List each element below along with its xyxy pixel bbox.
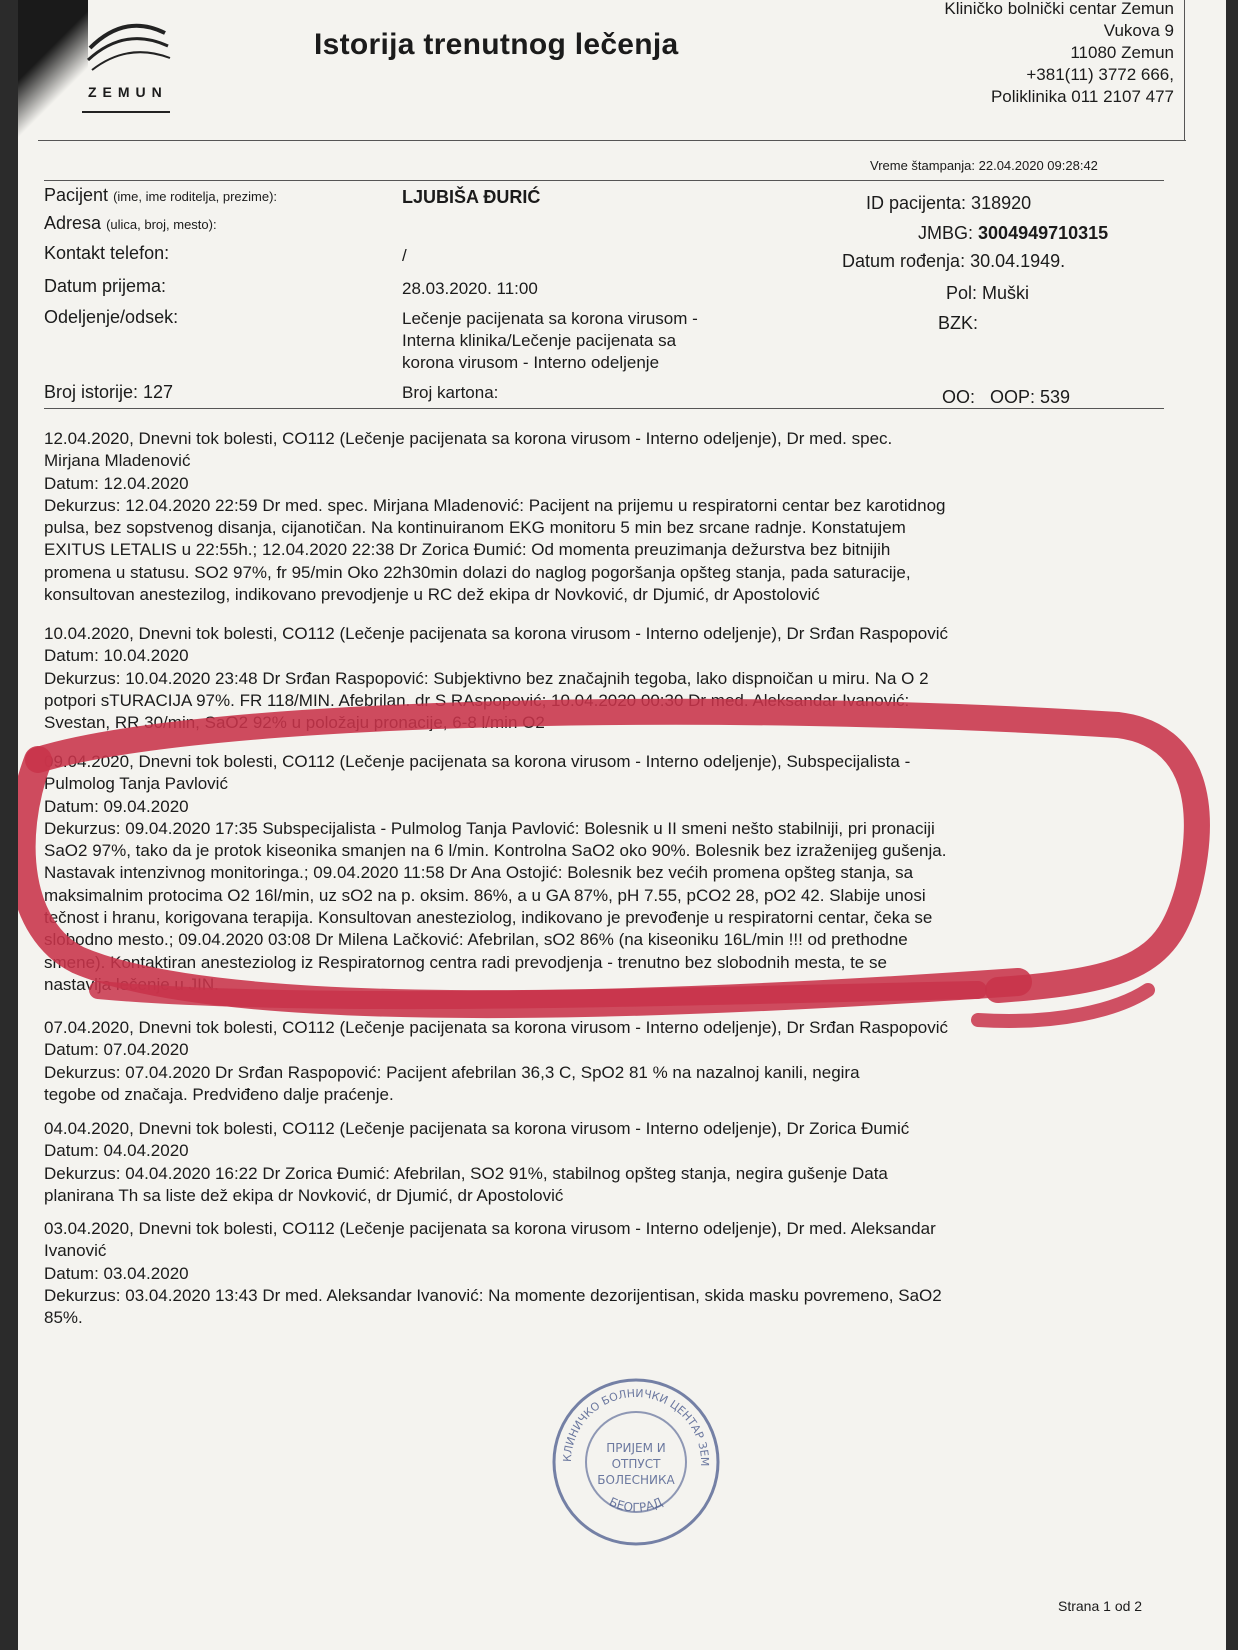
- stamp-center-line: БОЛЕСНИКА: [597, 1473, 675, 1487]
- hospital-line: 11080 Zemun: [1070, 43, 1174, 62]
- patient-top-rule: [44, 180, 1164, 181]
- hospital-logo: [70, 8, 180, 128]
- hospital-line: Vukova 9: [1103, 21, 1174, 40]
- entry-line: Datum: 10.04.2020: [44, 646, 189, 666]
- entry-line: slobodno mesto.; 09.04.2020 03:08 Dr Milena Lačković: Afebrilan, sO2 86% (na kiseoniku 16L/min !!! od prethodne: [44, 930, 908, 950]
- patient-name: LJUBIŠA ĐURIĆ: [402, 187, 541, 207]
- entry-line: maksimalnim protocima O2 16l/min, uz sO2 na p. oksim. 86%, a u GA 87%, pH 7.55, pCO2 28, pO2 42. Slabije unosi: [44, 885, 926, 905]
- entry-line: Datum: 12.04.2020: [44, 473, 189, 493]
- entry-line: planirana Th sa liste dež ekipa dr Novković, dr Djumić, dr Apostolović: [44, 1185, 564, 1205]
- logo-text: ZEMUN: [88, 84, 168, 100]
- entry-line: promena u statusu. SO2 97%, fr 95/min Oko 22h30min dolazi do naglog pogoršanja opšteg stanja, pada saturacije,: [44, 562, 911, 582]
- course-entry: [44, 428, 1174, 606]
- header-rule: [38, 140, 1186, 141]
- entry-line: tegobe od značaja. Predviđeno dalje praćenje.: [44, 1084, 394, 1104]
- header-box-edge: [1184, 0, 1185, 141]
- entry-line: konsultovan anestezilog, indikovano prevodjenje u RC dež ekipa dr Novković, dr Djumić, dr Apostolović: [44, 585, 820, 605]
- hospital-line: Kliničko bolnički centar Zemun: [944, 0, 1174, 18]
- entry-line: 12.04.2020, Dnevni tok bolesti, CO112 (Lečenje pacijenata sa korona virusom - Interno odeljenje), Dr med. spec.: [44, 429, 893, 448]
- entry-line: Datum: 09.04.2020: [44, 796, 189, 816]
- department-line: korona virusom - Interno odeljenje: [402, 353, 660, 372]
- department-value: [402, 308, 698, 374]
- entry-line: tečnost i hranu, korigovana terapija. Konsultovan anesteziolog, indikovano je prevođenje u respiratorni centar, čeka se: [44, 908, 933, 928]
- patient-name-label: [44, 185, 277, 206]
- entry-line: pulsa, bez sopstvenog disanja, cijanotičan. Na kontinuiranom EKG monitoru 5 min bez srcane radnje. Konstatujem: [44, 518, 906, 538]
- admission-value: 28.03.2020. 11:00: [402, 279, 538, 298]
- address-label-text: Adresa: [44, 213, 102, 233]
- patient-bottom-rule: [44, 408, 1164, 409]
- course-entry: [44, 623, 1174, 731]
- entry-line: Dekurzus: 04.04.2020 16:22 Dr Zorica Đumić: Afebrilan, SO2 91%, stabilnog opšteg stanja, negira gušenje Data: [44, 1163, 888, 1183]
- entry-line: Nastavak intenzivnog monitoringa.; 09.04.2020 11:58 Dr Ana Ostojić: Bolesnik bez većih promena opšteg stanja, sa: [44, 863, 914, 883]
- jmbg: [918, 222, 1108, 244]
- date-of-birth: Datum rođenja: 30.04.1949.: [842, 251, 1066, 271]
- document-page: [18, 0, 1226, 1650]
- sex: Pol: Muški: [946, 283, 1030, 303]
- entry-line: Dekurzus: 07.04.2020 Dr Srđan Raspopović: Pacijent afebrilan 36,3 C, SpO2 81 % na nazalnoj kanili, negira: [44, 1062, 860, 1082]
- patient-id: ID pacijenta: 318920: [866, 193, 1032, 213]
- department-line: Interna klinika/Lečenje pacijenata sa: [402, 331, 677, 350]
- address-label-hint: (ulica, broj, mesto):: [106, 217, 217, 232]
- entry-line: Dekurzus: 03.04.2020 13:43 Dr med. Aleksandar Ivanović: Na momente dezorijentisan, skida masku povremeno, SaO2: [44, 1285, 942, 1305]
- entry-line: EXITUS LETALIS u 22:55h.; 12.04.2020 22:38 Dr Zorica Đumić: Od momenta preuzimanja dežurstva bez bitnijih: [44, 540, 891, 560]
- card-number-label: Broj kartona:: [402, 383, 499, 402]
- admission-label: Datum prijema:: [44, 276, 167, 296]
- entry-line: Svestan, RR 30/min, SaO2 92% u položaju pronacije, 6-8 l/min O2: [44, 713, 545, 731]
- course-entry: [44, 751, 1174, 996]
- oo-oop: OO: OOP: 539: [942, 387, 1071, 407]
- entry-line: 09.04.2020, Dnevni tok bolesti, CO112 (Lečenje pacijenata sa korona virusom - Interno odeljenje), Subspecijalista -: [44, 752, 911, 771]
- entry-line: 04.04.2020, Dnevni tok bolesti, CO112 (Lečenje pacijenata sa korona virusom - Interno odeljenje), Dr Zorica Đumić: [44, 1119, 910, 1138]
- history-number: Broj istorije: 127: [44, 382, 174, 402]
- jmbg-value: 3004949710315: [978, 223, 1109, 243]
- stamp-bottom-text: БЕОГРАД: [606, 1494, 665, 1515]
- course-entry: [44, 1118, 1174, 1207]
- entry-line: Mirjana Mladenović: [44, 451, 191, 471]
- entry-line: Datum: 04.04.2020: [44, 1141, 189, 1161]
- phone-value: /: [402, 246, 407, 265]
- entry-line: Ivanović: [44, 1241, 107, 1261]
- print-time: Vreme štampanja: 22.04.2020 09:28:42: [870, 158, 1098, 173]
- svg-text:БЕОГРАД: [607, 1495, 665, 1515]
- entry-line: Datum: 07.04.2020: [44, 1040, 189, 1060]
- entry-line: smene). Kontaktiran anesteziolog iz Respiratornog centra radi prevodjenja - trenutno bez slobodnih mesta, te se: [44, 952, 887, 972]
- bzk: BZK:: [938, 313, 979, 333]
- page-number: Strana 1 od 2: [1058, 1598, 1143, 1614]
- course-entry: [44, 1218, 1174, 1329]
- phone-label: Kontakt telefon:: [44, 243, 170, 263]
- entry-line: potpori sTURACIJA 97%. FR 118/MIN. Afebrilan. dr S RAspopović; 10.04.2020 00:30 Dr med. Aleksandar Ivanović:: [44, 690, 910, 710]
- entry-line: 07.04.2020, Dnevni tok bolesti, CO112 (Lečenje pacijenata sa korona virusom - Interno odeljenje), Dr Srđan Raspopović: [44, 1018, 949, 1037]
- entry-line: SaO2 97%, tako da je protok kiseonika smanjen na 6 l/min. Kontrolna SaO2 oko 90%. Bolesnik bez izraženijeg gušenja.: [44, 841, 947, 861]
- institution-stamp: [546, 1372, 726, 1552]
- stamp-center-line: ОТПУСТ: [611, 1457, 661, 1471]
- hospital-line: Poliklinika 011 2107 477: [990, 87, 1174, 106]
- hospital-address: [858, 0, 1174, 108]
- jmbg-label: JMBG:: [918, 223, 974, 243]
- name-label-hint: (ime, ime roditelja, prezime):: [113, 189, 278, 204]
- entry-line: Dekurzus: 12.04.2020 22:59 Dr med. spec. Mirjana Mladenović: Pacijent na prijemu u respiratorni centar bez karotidnog: [44, 495, 946, 515]
- entry-line: 10.04.2020, Dnevni tok bolesti, CO112 (Lečenje pacijenata sa korona virusom - Interno odeljenje), Dr Srđan Raspopović: [44, 624, 949, 643]
- entry-line: nastavlja lečenje u JIN.: [44, 974, 219, 994]
- course-entry: [44, 1017, 1174, 1106]
- entry-line: Datum: 03.04.2020: [44, 1263, 189, 1283]
- entry-line: Pulmolog Tanja Pavlović: [44, 774, 228, 794]
- department-label: Odeljenje/odsek:: [44, 307, 179, 327]
- department-line: Lečenje pacijenata sa korona virusom -: [402, 309, 698, 328]
- entry-line: Dekurzus: 09.04.2020 17:35 Subspecijalista - Pulmolog Tanja Pavlović: Bolesnik u II smeni nešto stabilniji, pri pronaciji: [44, 818, 935, 838]
- entry-line: 03.04.2020, Dnevni tok bolesti, CO112 (Lečenje pacijenata sa korona virusom - Interno odeljenje), Dr med. Aleksandar: [44, 1219, 936, 1238]
- hospital-line: +381(11) 3772 666,: [1026, 65, 1174, 84]
- stamp-center-line: ПРИЈЕМ И: [606, 1441, 666, 1455]
- entry-line: 85%.: [44, 1308, 83, 1328]
- document-title: Istorija trenutnog lečenja: [314, 28, 679, 61]
- address-label: [44, 213, 217, 234]
- entry-line: Dekurzus: 10.04.2020 23:48 Dr Srđan Raspopović: Subjektivno bez značajnih tegoba, lako dispnoičan u miru. Na O 2: [44, 668, 929, 688]
- name-label-text: Pacijent: [44, 185, 109, 205]
- stamp-ring-text: КЛИНИЧКО БОЛНИЧКИ ЦЕНТАР ЗЕМ: [560, 1386, 712, 1467]
